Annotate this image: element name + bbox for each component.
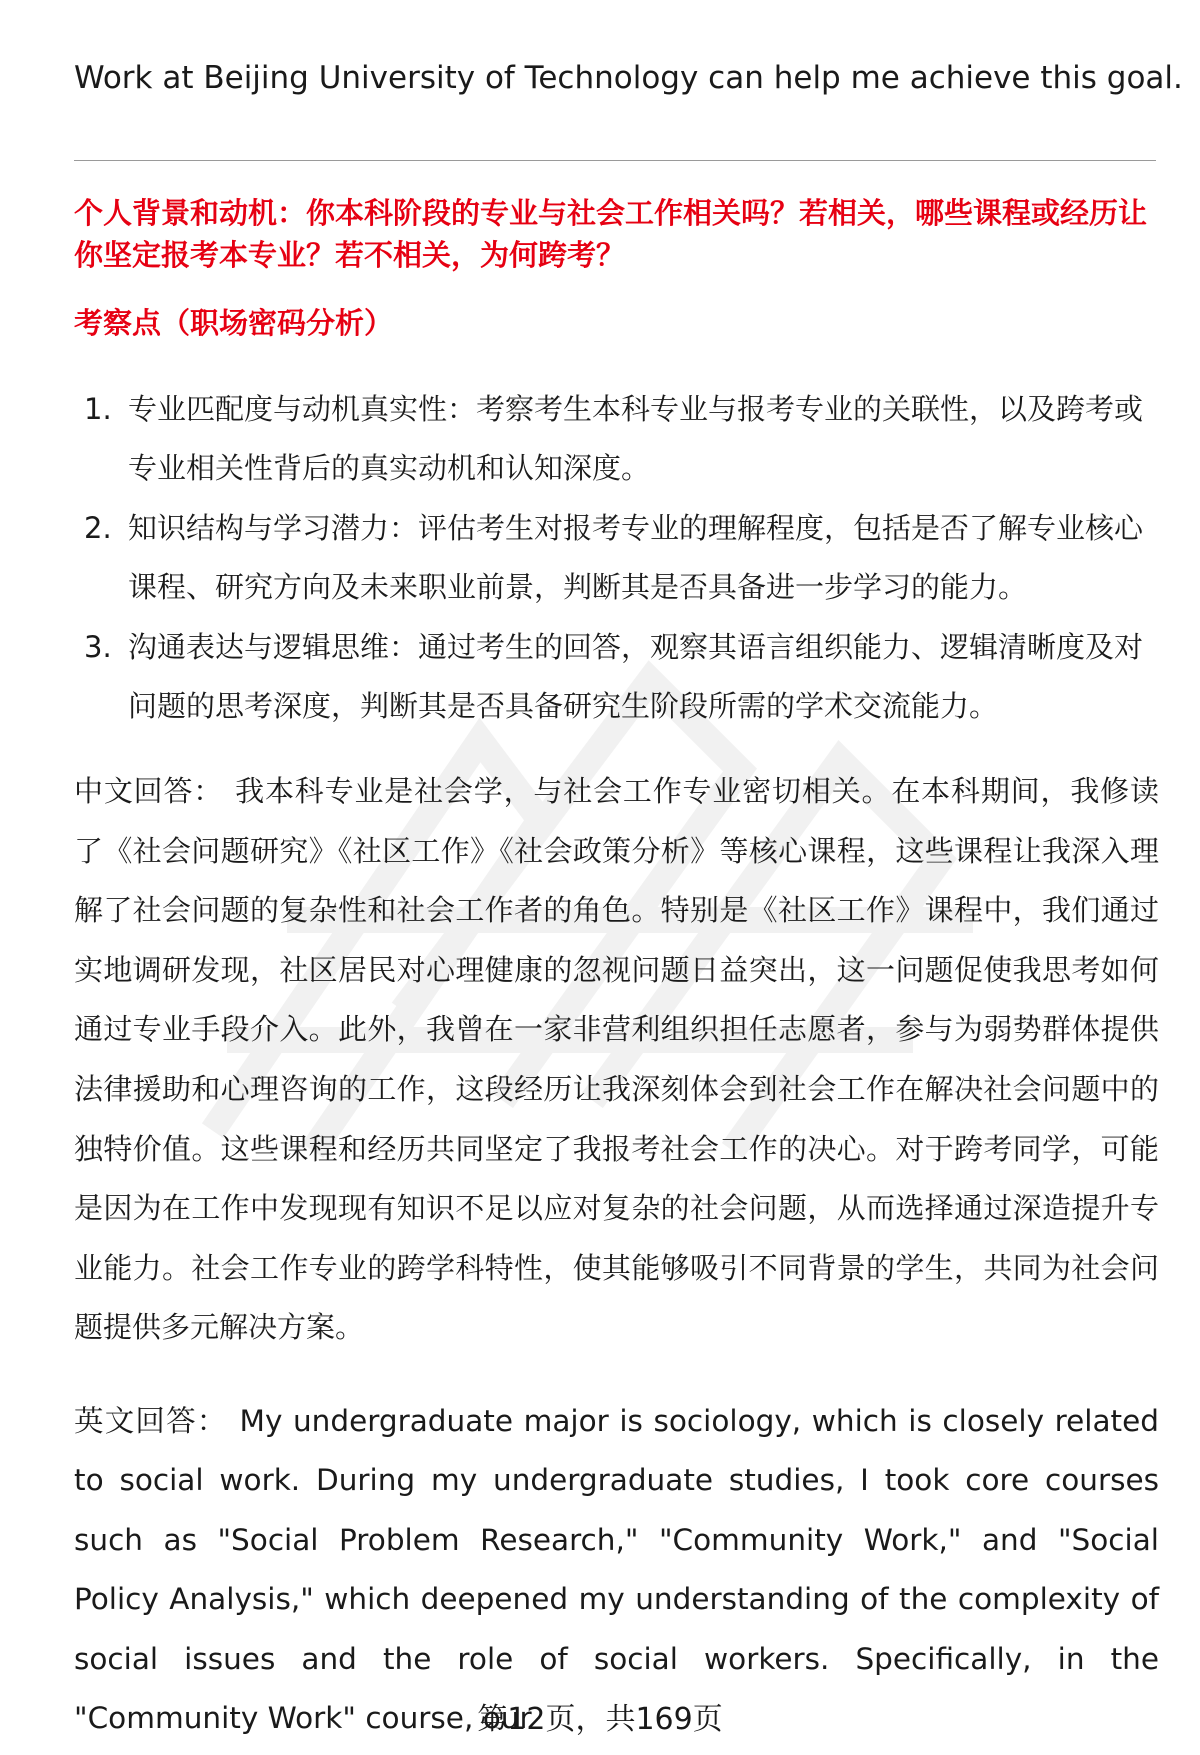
english-answer-label: 英文回答：	[74, 1404, 228, 1438]
chinese-answer	[74, 762, 1159, 1358]
exam-point-number: 1.	[84, 392, 112, 426]
exam-point-number: 2.	[84, 511, 112, 545]
exam-point-text: 沟通表达与逻辑思维：通过考生的回答，观察其语言组织能力、逻辑清晰度及对问题的思考深度，判断其是否具备研究生阶段所需的学术交流能力。	[128, 630, 1144, 723]
exam-point-text: 知识结构与学习潜力：评估考生对报考专业的理解程度，包括是否了解专业核心课程、研究方向及未来职业前景，判断其是否具备进一步学习的能力。	[128, 511, 1144, 604]
exam-points-list	[74, 380, 1154, 737]
english-answer	[74, 1392, 1159, 1748]
page-number-footer: 第12页，共169页	[477, 1702, 723, 1737]
exam-points-heading: 考察点（职场密码分析）	[74, 306, 394, 340]
exam-point-item	[74, 499, 1154, 617]
exam-point-text: 专业匹配度与动机真实性：考察考生本科专业与报考专业的关联性，以及跨考或专业相关性背后的真实动机和认知深度。	[128, 392, 1144, 485]
chinese-answer-label: 中文回答：	[74, 774, 224, 808]
exam-point-item	[74, 618, 1154, 736]
exam-point-item	[74, 380, 1154, 498]
section-divider	[74, 160, 1156, 161]
intro-sentence: Work at Beijing University of Technology can help me achieve this goal.	[74, 60, 1183, 96]
chinese-answer-text: 我本科专业是社会学，与社会工作专业密切相关。在本科期间，我修读了《社会问题研究》《社区工作》《社会政策分析》等核心课程，这些课程让我深入理解了社会问题的复杂性和社会工作者的角色。特别是《社区工作》课程中，我们通过实地调研发现，社区居民对心理健康的忽视问题日益突出，这一问题促使我思考如何通过专业手段介入。此外，我曾在一家非营利组织担任志愿者，参与为弱势群体提供法律援助和心理咨询的工作，这段经历让我深刻体会到社会工作在解决社会问题中的独特价值。这些课程和经历共同坚定了我报考社会工作的决心。对于跨考同学，可能是因为在工作中发现现有知识不足以应对复杂的社会问题，从而选择通过深造提升专业能力。社会工作专业的跨学科特性，使其能够吸引不同背景的学生，共同为社会问题提供多元解决方案。	[74, 774, 1159, 1345]
exam-point-number: 3.	[84, 630, 112, 664]
english-answer-text: My undergraduate major is sociology, which is closely related to social work. During my undergraduate studies, I took core courses such as "Social Problem Research," "Community Work," and "Social Policy Analysis," which deepened my understanding of the complexity of social issues and the role of social workers. Specifically, in the "Community Work" course, our	[74, 1404, 1159, 1736]
interview-question: 个人背景和动机：你本科阶段的专业与社会工作相关吗？若相关，哪些课程或经历让你坚定报考本专业？若不相关，为何跨考？	[74, 196, 1148, 272]
